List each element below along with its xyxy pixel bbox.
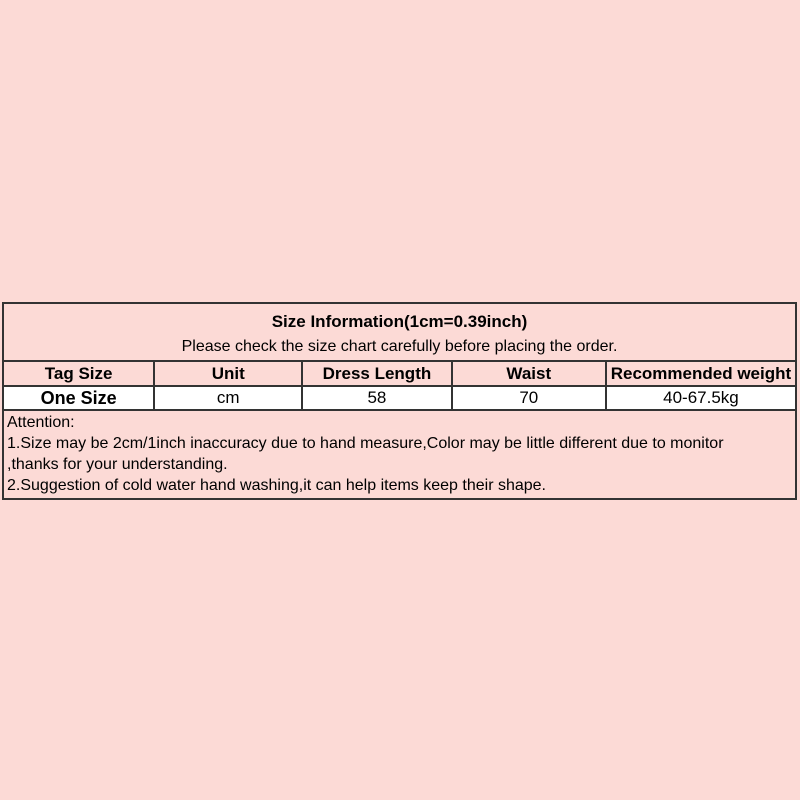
attention-note-1-continued: ,thanks for your understanding. [7,456,228,473]
size-info-table [2,302,797,500]
attention-note-2: 2.Suggestion of cold water hand washing,it can help items keep their shape. [7,477,546,494]
col-header-dress-length: Dress Length [302,361,451,386]
col-header-tag-size: Tag Size [4,361,154,386]
size-check-notice: Please check the size chart carefully before placing the order. [181,338,618,355]
size-info-title: Size Information(1cm=0.39inch) [271,312,528,331]
attention-note-1: 1.Size may be 2cm/1inch inaccuracy due to hand measure,Color may be little different due to monitor [7,435,724,452]
size-table-header [4,304,795,360]
attention-heading: Attention: [7,414,75,431]
cell-unit: cm [154,386,302,410]
size-spec-table [4,360,795,411]
col-header-unit: Unit [154,361,302,386]
cell-dress-length: 58 [302,386,451,410]
attention-section [4,411,795,498]
spec-data-row [4,386,795,410]
cell-tag-size: One Size [4,386,154,410]
col-header-waist: Waist [452,361,606,386]
col-header-recommended-weight: Recommended weight [606,361,795,386]
spec-header-row [4,361,795,386]
cell-recommended-weight: 40-67.5kg [606,386,795,410]
cell-waist: 70 [452,386,606,410]
